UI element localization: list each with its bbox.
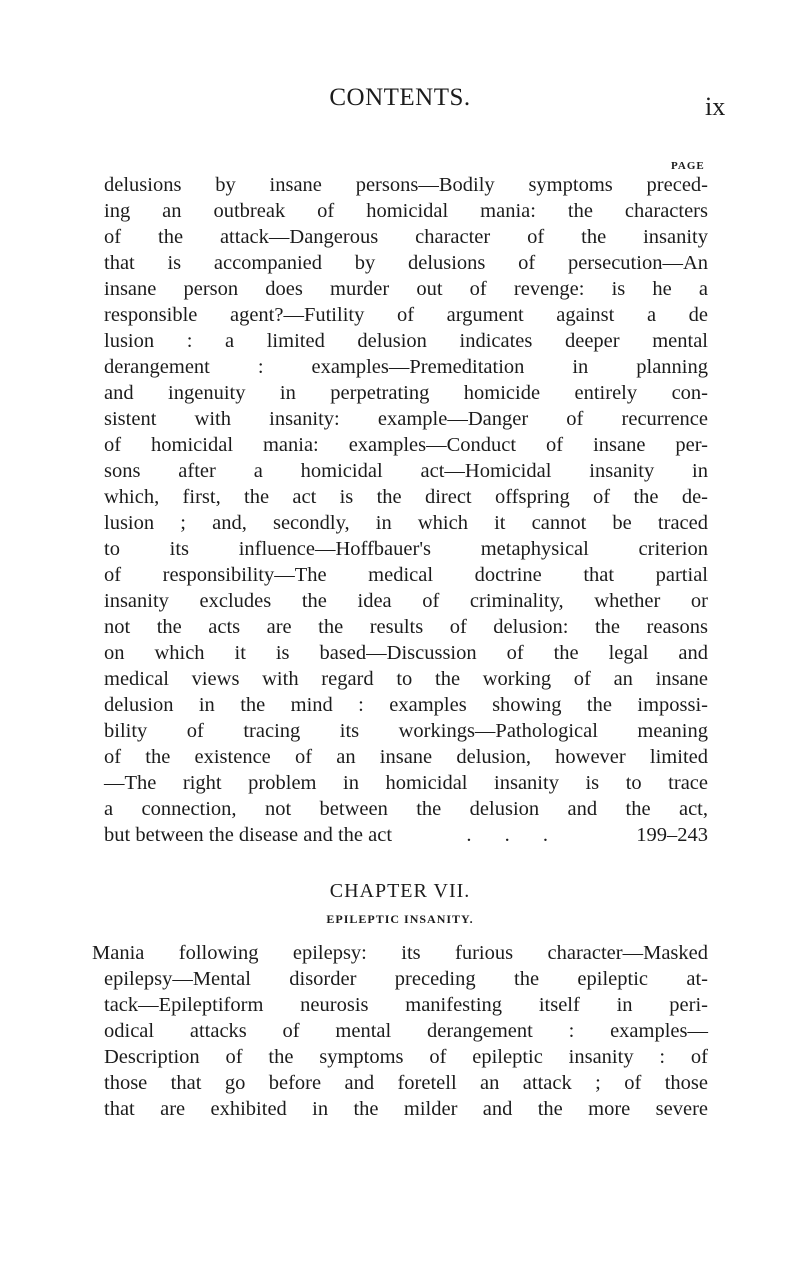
contents-line: that is accompanied by delusions of persecution—An xyxy=(104,252,708,274)
contents-line-text: but between the disease and the act xyxy=(104,824,393,846)
contents-line: of homicidal mania: examples—Conduct of insane per- xyxy=(104,434,708,456)
contents-line: delusions by insane persons—Bodily symptoms preced- xyxy=(104,174,708,196)
dot-leader: . . . xyxy=(466,824,562,846)
contents-line: of the existence of an insane delusion, however limited xyxy=(104,746,708,768)
chapter-contents-line: epilepsy—Mental disorder preceding the epileptic at- xyxy=(104,968,708,990)
contents-line: delusion in the mind : examples showing the impossi- xyxy=(104,694,708,716)
chapter-contents-line: Description of the symptoms of epileptic insanity : of xyxy=(104,1046,708,1068)
contents-line: of the attack—Dangerous character of the insanity xyxy=(104,226,708,248)
running-title: CONTENTS. xyxy=(329,84,471,111)
contents-line: ing an outbreak of homicidal mania: the characters xyxy=(104,200,708,222)
contents-line: a connection, not between the delusion and the act, xyxy=(104,798,708,820)
contents-line: sistent with insanity: example—Danger of recurrence xyxy=(104,408,708,430)
contents-line: sons after a homicidal act—Homicidal insanity in xyxy=(104,460,708,482)
chapter-contents-line: Mania following epilepsy: its furious character—Masked xyxy=(92,942,708,964)
contents-line: on which it is based—Discussion of the legal and xyxy=(104,642,708,664)
contents-line: insanity excludes the idea of criminality, whether or xyxy=(104,590,708,612)
chapter-contents-line: those that go before and foretell an attack ; of those xyxy=(104,1072,708,1094)
chapter-contents-line: tack—Epileptiform neurosis manifesting itself in peri- xyxy=(104,994,708,1016)
contents-line: lusion : a limited delusion indicates deeper mental xyxy=(104,330,708,352)
contents-line: not the acts are the results of delusion: the reasons xyxy=(104,616,708,638)
contents-line: which, first, the act is the direct offspring of the de- xyxy=(104,486,708,508)
chapter-contents-line: that are exhibited in the milder and the more severe xyxy=(104,1098,708,1120)
page-number: ix xyxy=(705,92,726,121)
contents-line: insane person does murder out of revenge: is he a xyxy=(104,278,708,300)
contents-line: bility of tracing its workings—Pathological meaning xyxy=(104,720,708,742)
chapter-contents-line: odical attacks of mental derangement : examples— xyxy=(104,1020,708,1042)
contents-line: derangement : examples—Premeditation in planning xyxy=(104,356,708,378)
contents-line: and ingenuity in perpetrating homicide entirely con- xyxy=(104,382,708,404)
page-column-label: PAGE xyxy=(671,160,705,172)
contents-final-line xyxy=(104,822,708,848)
contents-line: of responsibility—The medical doctrine that partial xyxy=(104,564,708,586)
contents-line: medical views with regard to the working of an insane xyxy=(104,668,708,690)
page-range: 199–243 xyxy=(636,824,708,846)
contents-line: lusion ; and, secondly, in which it cannot be traced xyxy=(104,512,708,534)
contents-line: —The right problem in homicidal insanity is to trace xyxy=(104,772,708,794)
chapter-title: CHAPTER VII. xyxy=(329,880,471,902)
contents-line: to its influence—Hoffbauer's metaphysical criterion xyxy=(104,538,708,560)
contents-line: responsible agent?—Futility of argument against a de xyxy=(104,304,708,326)
chapter-subtitle: EPILEPTIC INSANITY. xyxy=(326,912,474,926)
